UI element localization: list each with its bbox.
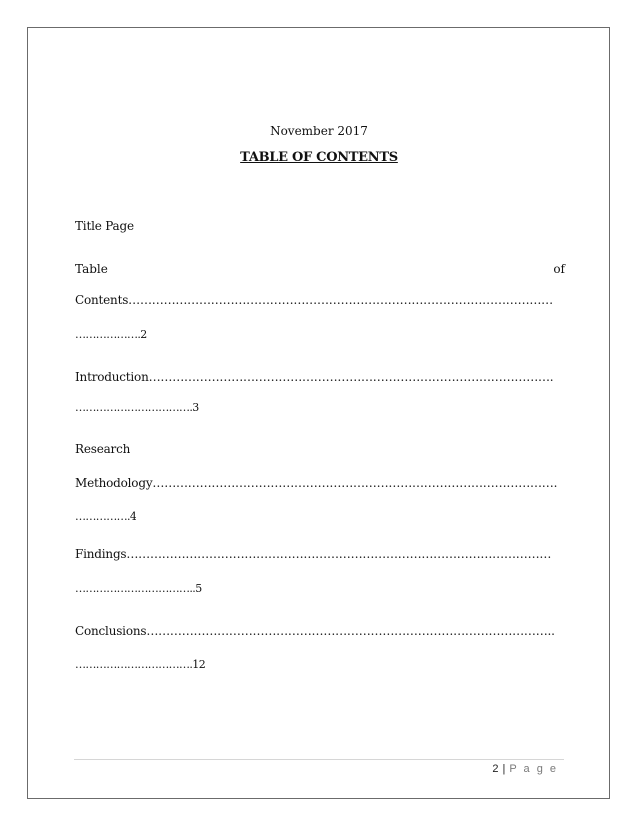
toc-entry-methodology: Methodology…………………………………………………………………………………………. xyxy=(75,476,558,490)
document-date: November 2017 xyxy=(270,124,368,138)
toc-entry-contents xyxy=(75,292,565,308)
toc-contents-line: Contents……………………………………………………………………………………………… xyxy=(75,293,553,307)
toc-methodology-page: …………….4 xyxy=(75,510,137,523)
footer-divider xyxy=(74,759,564,760)
toc-entry-introduction: Introduction…………………………………………………………………………………………. xyxy=(75,370,554,384)
toc-findings-page: ……………………………..5 xyxy=(75,582,202,595)
toc-entry-title-page: Title Page xyxy=(75,219,134,233)
toc-table-word: Table xyxy=(75,262,108,276)
toc-entry-table-row xyxy=(75,261,565,277)
toc-of-word: of xyxy=(553,262,565,276)
toc-entry-findings: Findings……………………………………………………………………………………………… xyxy=(75,547,552,561)
toc-contents-page: ……………….2 xyxy=(75,328,147,341)
toc-entry-conclusions: Conclusions………………………………………………………………………………………….. xyxy=(75,624,555,638)
toc-entry-research: Research xyxy=(75,442,131,456)
footer-page-word: P a g e xyxy=(509,763,558,775)
footer-page-number: 2 xyxy=(492,763,499,775)
toc-conclusions-page: …………………………….12 xyxy=(75,658,206,671)
toc-heading: TABLE OF CONTENTS xyxy=(240,150,398,165)
footer-separator: | xyxy=(502,763,506,775)
page-footer xyxy=(492,763,558,775)
toc-introduction-page: …………………………….3 xyxy=(75,401,199,414)
